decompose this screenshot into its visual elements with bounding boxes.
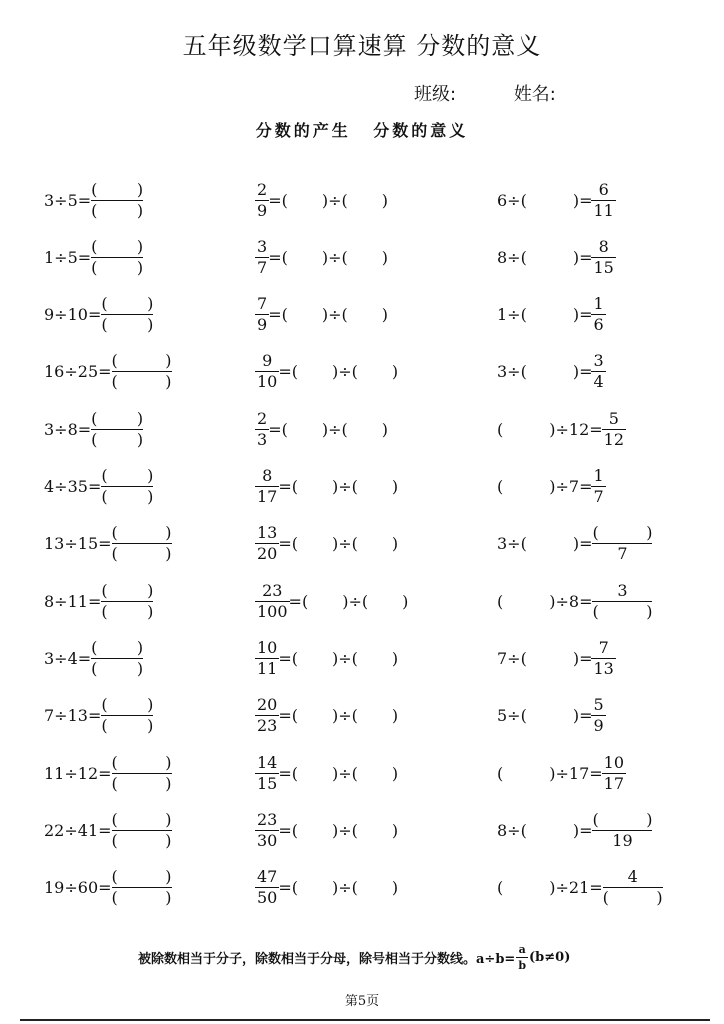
blank-fraction[interactable]: ( ) ( )	[111, 351, 172, 392]
division-expression: 22÷41=	[44, 820, 112, 840]
blank-fraction[interactable]: ( ) ( )	[91, 637, 144, 678]
partial-fraction[interactable]: 4 ( )	[602, 867, 663, 908]
exercise-row	[0, 295, 724, 335]
fill-division: ( )÷7= $\frac{1}{7}$	[497, 466, 604, 506]
blank-fraction[interactable]: ( ) ( )	[111, 867, 172, 908]
given-fraction: $\frac{7}{13}$	[593, 637, 614, 678]
division-expression: 3÷4=	[44, 648, 92, 668]
exercise-row	[0, 352, 724, 392]
exercise-row	[0, 467, 724, 507]
given-fraction: $\frac{23}{100}$	[257, 580, 288, 621]
fill-division: 3÷( )= ( ) 7	[497, 523, 653, 564]
given-fraction: $\frac{10}{11}$	[257, 637, 278, 678]
blank-fraction[interactable]: ( ) ( )	[101, 294, 154, 335]
division-expression: 3÷8=	[44, 419, 92, 439]
fraction-to-division: $\frac{7}{9}$ =( )÷( )	[257, 294, 388, 335]
blank-fraction[interactable]: ( ) ( )	[101, 466, 154, 506]
exercise-row	[0, 237, 724, 277]
exercise-row	[0, 409, 724, 449]
given-fraction: $\frac{8}{17}$	[257, 466, 278, 506]
division-to-fraction	[44, 295, 153, 335]
division-to-fraction	[44, 638, 143, 678]
division-expression: 1÷5=	[44, 247, 92, 267]
division-expression: 13÷15=	[44, 534, 112, 554]
fill-division: 6÷( )= $\frac{6}{11}$	[497, 179, 614, 220]
fill-division: 8÷( )= $\frac{8}{15}$	[497, 236, 614, 277]
fill-division: ( )÷21= 4 ( )	[497, 867, 663, 908]
division-to-fraction	[44, 180, 143, 220]
page-number: 第5页	[344, 994, 380, 1009]
given-fraction: $\frac{2}{3}$	[257, 408, 268, 449]
division-to-fraction	[44, 810, 172, 850]
given-fraction: $\frac{47}{50}$	[257, 867, 278, 908]
division-expression: 7÷13=	[44, 706, 102, 726]
division-expression: 8÷11=	[44, 591, 102, 611]
fill-division: 7÷( )= $\frac{7}{13}$	[497, 637, 614, 678]
name-label: 姓名:	[513, 84, 556, 105]
given-fraction: $\frac{1}{6}$	[593, 294, 604, 335]
given-fraction: $\frac{8}{15}$	[593, 236, 614, 277]
given-fraction: $\frac{3}{7}$	[257, 236, 268, 277]
division-expression: 3÷5=	[44, 190, 92, 210]
blank-fraction[interactable]: ( ) ( )	[101, 580, 154, 621]
fill-division: 5÷( )= $\frac{5}{9}$	[497, 695, 604, 736]
division-expression: 16÷25=	[44, 362, 112, 382]
fraction-to-division: $\frac{9}{10}$ =( )÷( )	[257, 351, 399, 392]
fill-division: 3÷( )= $\frac{3}{4}$	[497, 351, 604, 392]
given-fraction: $\frac{5}{9}$	[593, 695, 604, 736]
fill-division: 1÷( )= $\frac{1}{6}$	[497, 294, 604, 335]
division-to-fraction	[44, 352, 172, 392]
exercise-row	[0, 810, 724, 850]
section-subtitle: 分数的产生 分数的意义	[255, 121, 469, 140]
division-expression: 4÷35=	[44, 477, 102, 496]
exercise-row	[0, 581, 724, 621]
fraction-to-division: $\frac{23}{30}$ =( )÷( )	[257, 809, 399, 850]
fraction-to-division: $\frac{2}{9}$ =( )÷( )	[257, 179, 388, 220]
page-title: 五年级数学口算速算 分数的意义	[182, 32, 542, 60]
given-fraction: $\frac{9}{10}$	[257, 351, 278, 392]
division-to-fraction	[44, 467, 153, 507]
division-expression: 11÷12=	[44, 763, 112, 783]
given-fraction: $\frac{3}{4}$	[593, 351, 604, 392]
division-expression: 19÷60=	[44, 878, 112, 898]
exercise-row	[0, 524, 724, 564]
rule-text: 被除数相当于分子，除数相当于分母，除号相当于分数线。a÷b=	[138, 952, 516, 967]
blank-fraction[interactable]: ( ) ( )	[111, 809, 172, 850]
blank-fraction[interactable]: ( ) ( )	[111, 752, 172, 793]
fill-division: ( )÷12= $\frac{5}{12}$	[497, 408, 625, 449]
rule-footer	[138, 944, 570, 971]
exercise-row	[0, 180, 724, 220]
given-fraction: $\frac{10}{17}$	[603, 752, 625, 793]
exercise-row	[0, 868, 724, 908]
blank-fraction[interactable]: ( ) ( )	[91, 408, 144, 449]
class-label: 班级:	[414, 84, 457, 105]
blank-fraction[interactable]: ( ) ( )	[111, 523, 172, 564]
blank-fraction[interactable]: ( ) ( )	[91, 236, 144, 277]
partial-fraction[interactable]: ( ) 19	[592, 809, 653, 850]
fill-division: 8÷( )= ( ) 19	[497, 809, 653, 850]
partial-fraction[interactable]: 3 ( )	[592, 580, 653, 621]
given-fraction: $\frac{23}{30}$	[257, 809, 278, 850]
fraction-to-division: $\frac{23}{100}$ =( )÷( )	[257, 580, 409, 621]
student-info	[414, 80, 608, 106]
given-fraction: $\frac{5}{12}$	[603, 408, 625, 449]
given-fraction: $\frac{1}{7}$	[593, 466, 604, 506]
fill-division: ( )÷17= $\frac{10}{17}$	[497, 752, 625, 793]
exercise-row	[0, 638, 724, 678]
division-to-fraction	[44, 696, 153, 736]
division-to-fraction	[44, 753, 172, 793]
fraction-to-division: $\frac{2}{3}$ =( )÷( )	[257, 408, 388, 449]
division-to-fraction	[44, 409, 143, 449]
partial-fraction[interactable]: ( ) 7	[592, 523, 653, 564]
given-fraction: $\frac{14}{15}$	[257, 752, 278, 793]
fraction-to-division: $\frac{20}{23}$ =( )÷( )	[257, 695, 399, 736]
exercise-row	[0, 696, 724, 736]
given-fraction: $\frac{20}{23}$	[257, 695, 278, 736]
rule-fraction: $\frac{a}{b}$	[518, 943, 527, 972]
fraction-to-division: $\frac{47}{50}$ =( )÷( )	[257, 867, 399, 908]
blank-fraction[interactable]: ( ) ( )	[91, 179, 144, 220]
given-fraction: $\frac{7}{9}$	[257, 294, 268, 335]
blank-fraction[interactable]: ( ) ( )	[101, 695, 154, 736]
given-fraction: $\frac{13}{20}$	[257, 523, 278, 564]
given-fraction: $\frac{6}{11}$	[593, 179, 614, 220]
rule-condition: (b≠0)	[529, 950, 571, 965]
given-fraction: $\frac{2}{9}$	[257, 179, 268, 220]
fraction-to-division: $\frac{8}{17}$ =( )÷( )	[257, 466, 399, 506]
division-expression: 9÷10=	[44, 305, 102, 325]
fraction-to-division: $\frac{14}{15}$ =( )÷( )	[257, 752, 399, 793]
division-to-fraction	[44, 524, 172, 564]
fraction-to-division: $\frac{13}{20}$ =( )÷( )	[257, 523, 399, 564]
division-to-fraction	[44, 237, 143, 277]
division-to-fraction	[44, 868, 172, 908]
fraction-to-division: $\frac{10}{11}$ =( )÷( )	[257, 637, 399, 678]
fill-division: ( )÷8= 3 ( )	[497, 580, 653, 621]
bottom-rule	[20, 1019, 710, 1021]
fraction-to-division: $\frac{3}{7}$ =( )÷( )	[257, 236, 388, 277]
division-to-fraction	[44, 581, 153, 621]
exercise-row	[0, 753, 724, 793]
